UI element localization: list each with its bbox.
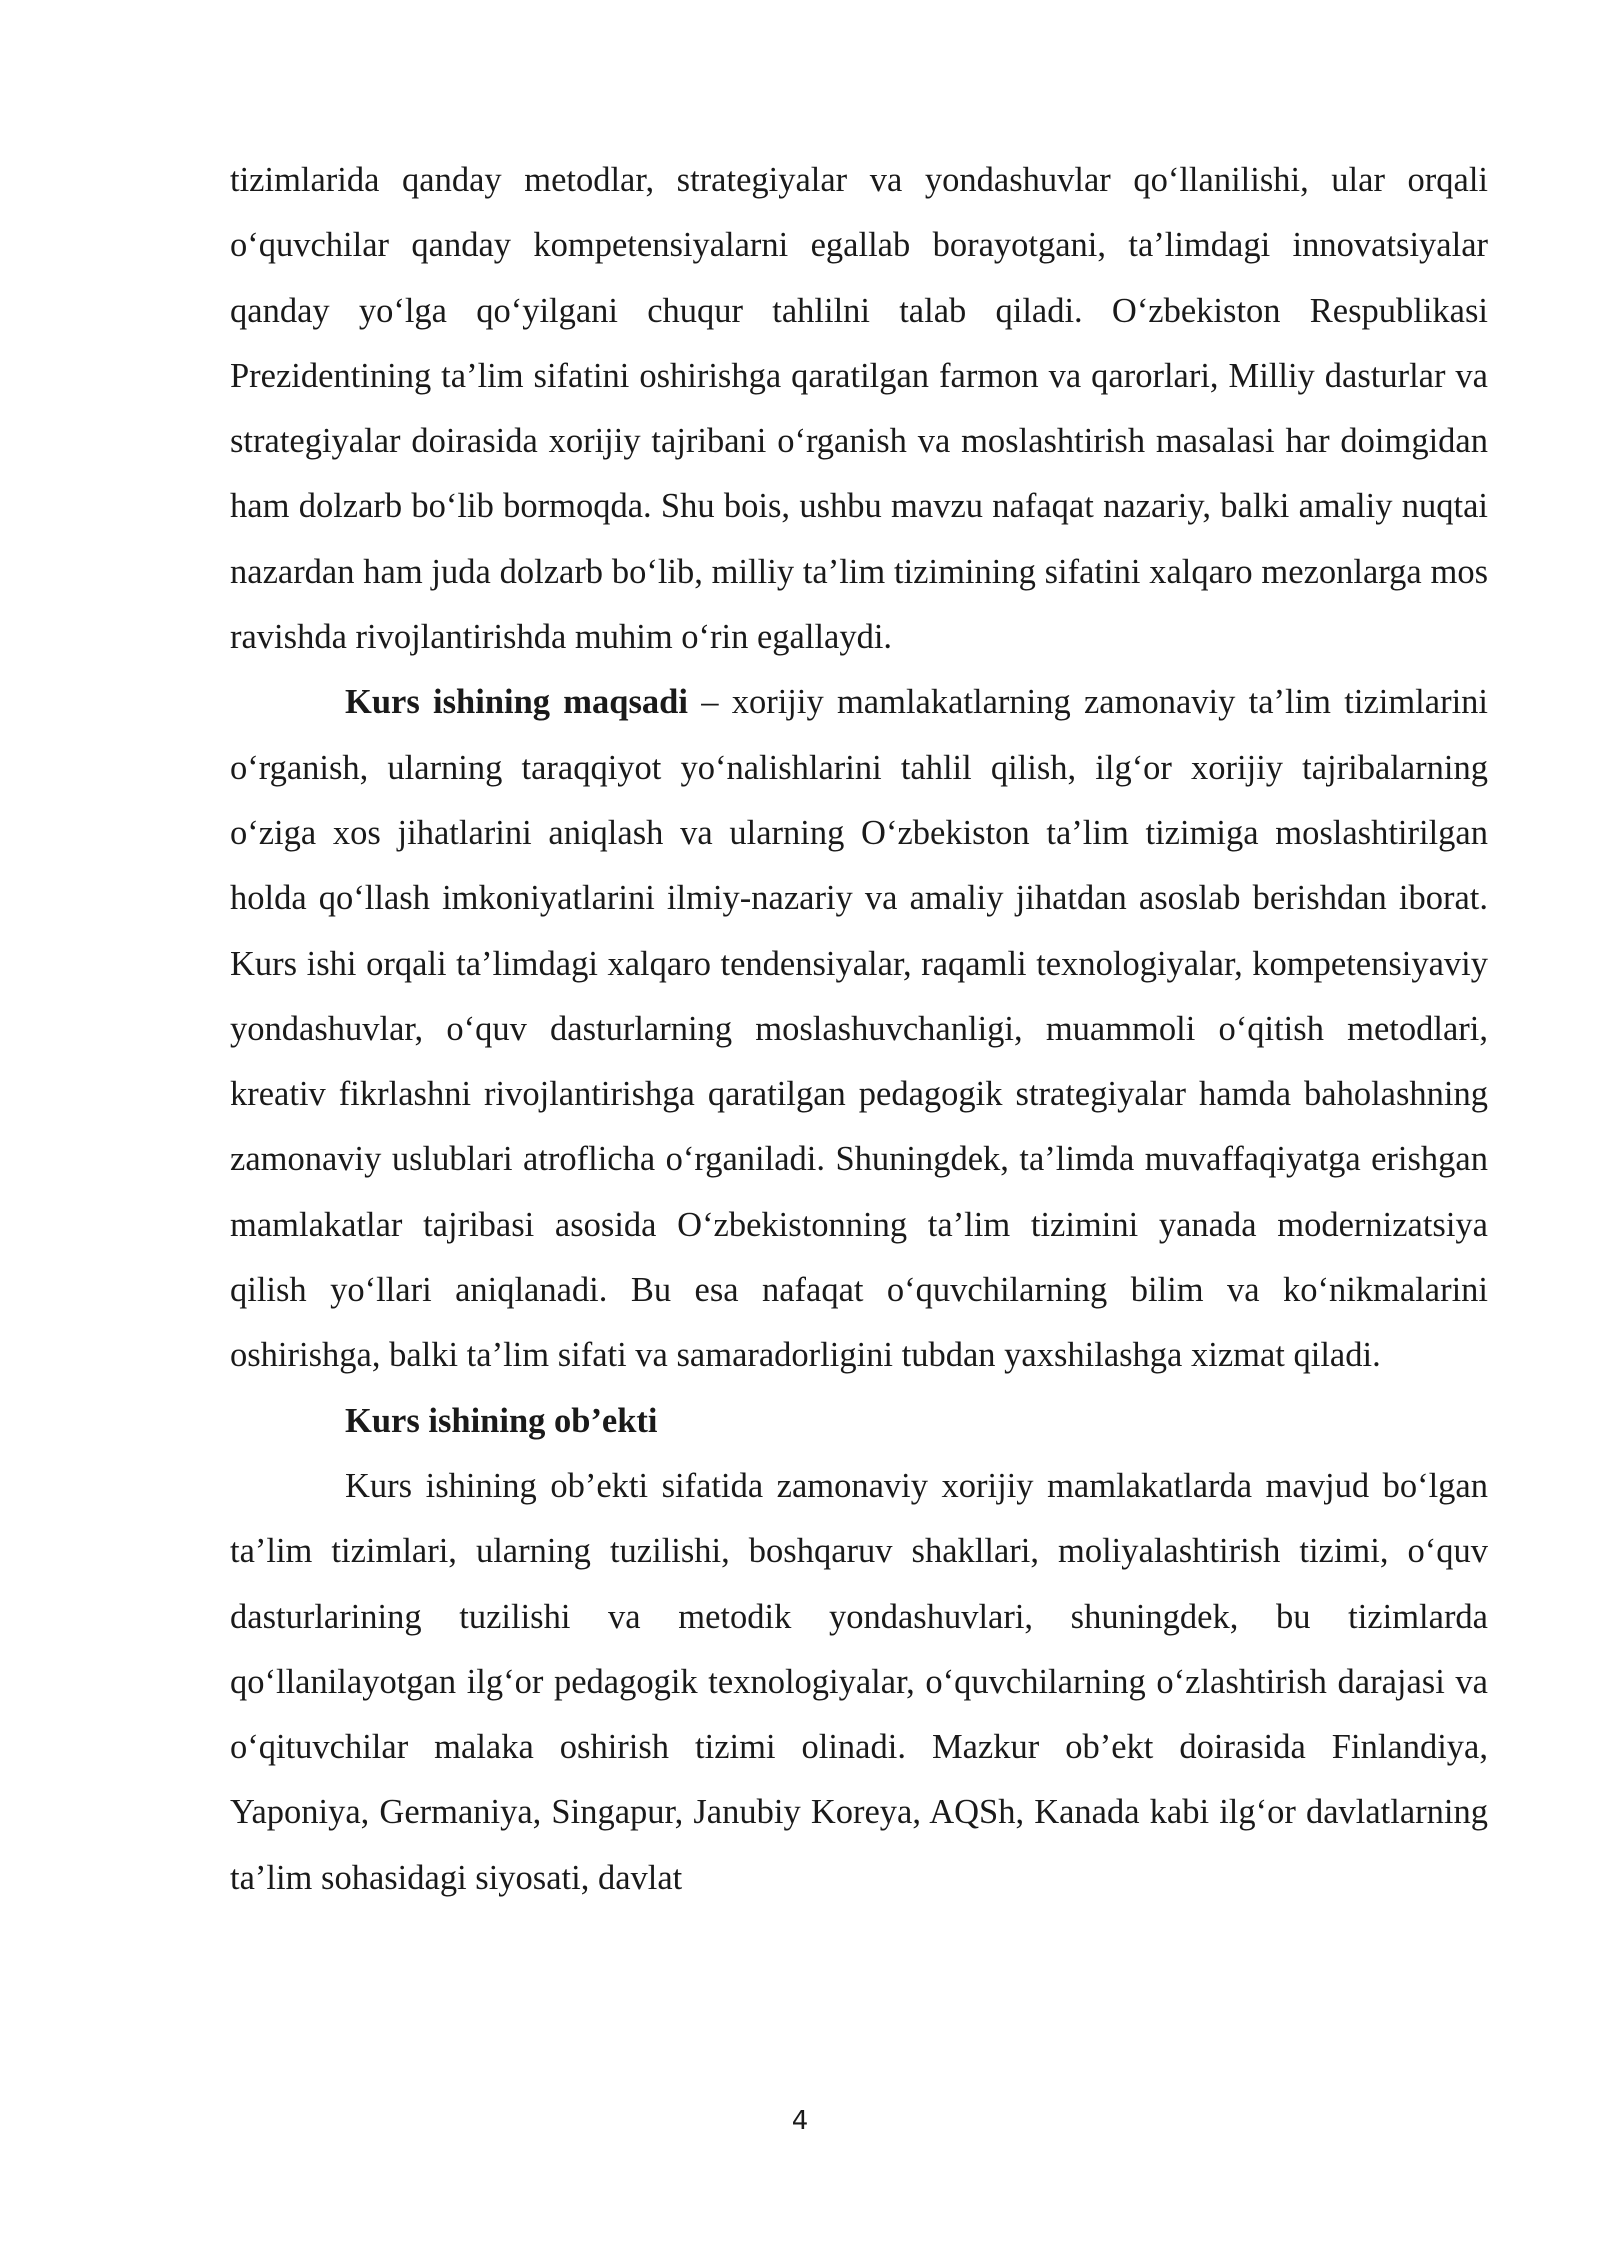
paragraph-text: – xorijiy mamlakatlarning zamonaviy ta’lim tizimlarini o‘rganish, ularning taraqqiyot yo‘nalishlarini tahlil qilish, ilg‘or xorijiy tajribalarning o‘ziga xos jihatlarini aniqlash va ularning O‘zbekiston ta’lim tizimiga moslashtirilgan holda qo‘llash imkoniyatlarini ilmiy-nazariy va amaliy jihatdan asoslab berishdan iborat. Kurs ishi orqali ta’limdagi xalqaro tendensiyalar, raqamli texnologiyalar, kompetensiyaviy yondashuvlar, o‘quv dasturlarning moslashuvchanligi, muammoli o‘qitish metodlari, kreativ fikrlashni rivojlantirishga qaratilgan pedagogik strategiyalar hamda baholashning zamonaviy uslublari atroflicha o‘rganiladi. Shuningdek, ta’limda muvaffaqiyatga erishgan mamlakatlar tajribasi asosida O‘zbekistonning ta’lim tizimini yanada modernizatsiya qilish yo‘llari aniqlanadi. Bu esa nafaqat o‘quvchilarning bilim va ko‘nikmalarini oshirishga, balki ta’lim sifati va samaradorligini tubdan yaxshilashga xizmat qiladi.: [230, 683, 1488, 1375]
paragraph-object: [230, 1454, 1488, 1911]
section-heading-object: [230, 1389, 1488, 1454]
section-heading-purpose: Kurs ishining maqsadi: [345, 683, 688, 722]
section-heading-text: Kurs ishining ob’ekti: [345, 1401, 658, 1440]
page-number: 4: [791, 2106, 809, 2136]
paragraph-purpose: [230, 670, 1488, 1388]
paragraph-text: tizimlarida qanday metodlar, strategiyalar va yondashuvlar qo‘llanilishi, ular orqali o‘quvchilar qanday kompetensiyalarni egallab borayotgani, ta’limdagi innovatsiyalar qanday yo‘lga qo‘yilgani chuqur tahlilni talab qiladi. O‘zbekiston Respublikasi Prezidentining ta’lim sifatini oshirishga qaratilgan farmon va qarorlari, Milliy dasturlar va strategiyalar doirasida xorijiy tajribani o‘rganish va moslashtirish masalasi har doimgidan ham dolzarb bo‘lib bormoqda. Shu bois, ushbu mavzu nafaqat nazariy, balki amaliy nuqtai nazardan ham juda dolzarb bo‘lib, milliy ta’lim tizimining sifatini xalqaro mezonlarga mos ravishda rivojlantirishda muhim o‘rin egallaydi.: [230, 161, 1488, 657]
paragraph-intro-continuation: [230, 148, 1488, 670]
document-body: [230, 148, 1488, 1911]
paragraph-text: Kurs ishining ob’ekti sifatida zamonaviy xorijiy mamlakatlarda mavjud bo‘lgan ta’lim tizimlari, ularning tuzilishi, boshqaruv shakllari, moliyalashtirish tizimi, o‘quv dasturlarining tuzilishi va metodik yondashuvlari, shuningdek, bu tizimlarda qo‘llanilayotgan ilg‘or pedagogik texnologiyalar, o‘quvchilarning o‘zlashtirish darajasi va o‘qituvchilar malaka oshirish tizimi olinadi. Mazkur ob’ekt doirasida Finlandiya, Yaponiya, Germaniya, Singapur, Janubiy Koreya, AQSh, Kanada kabi ilg‘or davlatlarning ta’lim sohasidagi siyosati, davlat: [230, 1466, 1488, 1897]
